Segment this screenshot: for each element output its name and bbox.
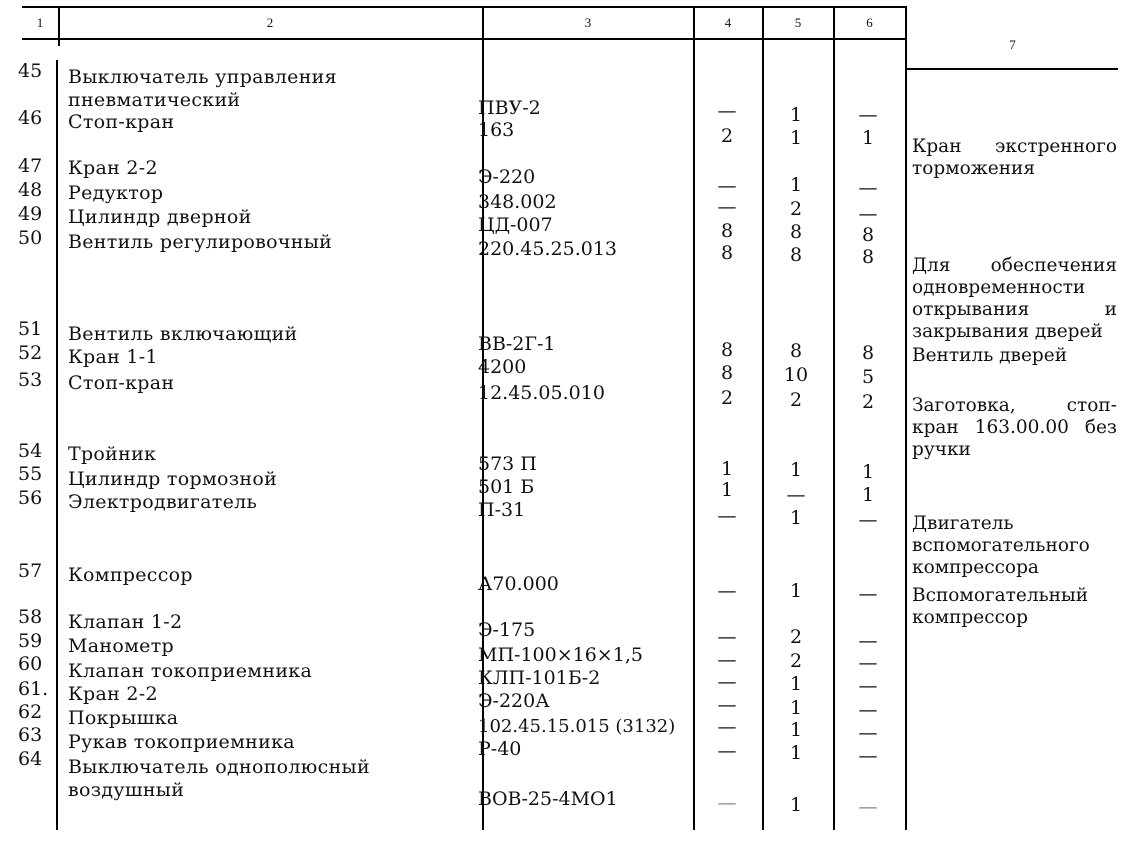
qty-col6: — [858,699,878,721]
header-col-3-label: 3 [584,15,592,30]
qty-col4: 8 [720,362,734,384]
qty-col5: 8 [789,244,803,266]
col-divider-3 [693,6,695,830]
qty-col6: — [858,104,878,126]
item-code: П-31 [478,499,526,521]
remark: Двигатель вспомогательного компрессора [912,513,1090,578]
qty-col5: 1 [789,459,803,481]
qty-col5: 1 [789,742,803,764]
row-number: 60 [18,653,43,675]
row-number: 49 [18,203,43,225]
qty-col6: — [858,796,878,818]
qty-col4: — [717,649,737,671]
item-code: ВОВ-25-4МО1 [478,788,618,810]
item-name: Стоп-кран [68,111,175,133]
item-code: 573 П [478,453,537,475]
qty-col4: 2 [720,387,734,409]
qty-col6: — [858,583,878,605]
header-bottom-rule-col7 [906,68,1118,70]
row-number: 54 [18,440,43,462]
qty-col6: 1 [861,484,875,506]
header-col-7 [907,30,1118,60]
item-code: 12.45.05.010 [478,382,605,404]
item-name: Выключатель однополюсный воздушный [68,756,370,801]
header-col-2-label: 2 [266,15,274,30]
item-name: Редуктор [68,182,164,204]
item-code: Э-175 [478,619,536,641]
header-col-1 [22,8,58,38]
qty-col4: 8 [720,220,734,242]
qty-col6: — [858,675,878,697]
qty-col4: 8 [720,242,734,264]
qty-col4: 1 [720,479,734,501]
qty-col4: — [717,694,737,716]
qty-col4: — [717,175,737,197]
qty-col6: — [858,745,878,767]
item-code: 501 Б [478,476,535,498]
header-col-2 [60,8,480,38]
item-code: ВВ-2Г-1 [478,333,556,355]
qty-col6: 1 [861,461,875,483]
item-code: 4200 [478,356,527,378]
row-number: 58 [18,606,43,628]
qty-col4: — [717,100,737,122]
row-number: 50 [18,227,43,249]
item-name: Манометр [68,635,174,657]
item-code: 220.45.25.013 [478,238,618,260]
qty-col5: — [786,484,806,506]
qty-col4: — [717,792,737,814]
item-code: ПВУ-2 [478,97,541,119]
qty-col5: 10 [783,364,809,386]
header-col-4 [695,8,761,38]
qty-col6: 8 [861,224,875,246]
row-number: 47 [18,155,43,177]
qty-col5: 2 [789,650,803,672]
col-divider-4 [762,6,764,830]
qty-col4: — [717,505,737,527]
header-col-1-label: 1 [36,15,44,30]
qty-col6: — [858,509,878,531]
qty-col5: 1 [789,719,803,741]
row-number: 64 [18,748,43,770]
qty-col4: — [717,196,737,218]
row-number: 63 [18,724,43,746]
item-name: Вентиль включающий [68,323,298,345]
qty-col5: 8 [789,340,803,362]
item-code: 163 [478,119,515,141]
qty-col4: — [717,626,737,648]
header-bottom-rule [22,38,906,40]
remark: Вспомогательный компрессор [912,585,1089,628]
qty-col6: 8 [861,246,875,268]
row-number: 48 [18,179,43,201]
qty-col4: — [717,740,737,762]
item-name: Электродвигатель [68,491,258,513]
item-code: КЛП-101Б-2 [478,667,601,689]
row-number: 55 [18,463,43,485]
qty-col5: 1 [789,673,803,695]
qty-col5: 1 [789,507,803,529]
item-code: МП-100×16×1,5 [478,644,643,666]
qty-col4: 2 [720,125,734,147]
qty-col6: — [858,177,878,199]
item-name: Клапан 1-2 [68,611,183,633]
item-name: Компрессор [68,564,193,586]
remark: Заготовка, стоп-кран 163.00.00 без ручки [912,395,1117,460]
row-number: 51 [18,318,43,340]
qty-col5: 1 [789,104,803,126]
qty-col6: 5 [861,366,875,388]
item-name: Клапан токоприемника [68,660,313,682]
item-code: Э-220 [478,166,536,188]
remark: Вентиль дверей [912,345,1068,366]
header-col-5-label: 5 [794,15,802,30]
item-code: Э-220А [478,690,550,712]
qty-col5: 1 [789,580,803,602]
qty-col5: 1 [789,174,803,196]
qty-col4: — [717,671,737,693]
qty-col6: 8 [861,342,875,364]
item-name: Кран 1-1 [68,346,158,368]
row-number: 53 [18,369,43,391]
qty-col5: 1 [789,127,803,149]
qty-col5: 2 [789,389,803,411]
qty-col5: 2 [789,198,803,220]
header-col-6 [835,8,904,38]
col-divider-6 [905,6,907,830]
qty-col6: — [858,652,878,674]
item-name: Стоп-кран [68,372,175,394]
item-code: ЦД-007 [478,214,553,236]
item-name: Вентиль регулировочный [68,231,333,253]
row-number: 59 [18,630,43,652]
item-name: Цилиндр дверной [68,206,252,228]
item-name: Тройник [68,443,157,465]
item-name: Кран 2-2 [68,157,158,179]
item-name: Выключатель управления пневматический [68,66,337,111]
row-number: 61. [18,678,49,700]
item-code: А70.000 [478,573,559,595]
header-col-5 [764,8,832,38]
qty-col6: 2 [861,391,875,413]
row-number: 57 [18,560,43,582]
row-number: 45 [18,60,43,82]
qty-col6: — [858,722,878,744]
qty-col5: 2 [789,626,803,648]
remark: Кран экстренного торможения [912,136,1117,179]
item-name: Покрышка [68,707,179,729]
item-code: Р-40 [478,738,522,760]
qty-col5: 1 [789,794,803,816]
qty-col6: 1 [861,127,875,149]
qty-col4: — [717,716,737,738]
qty-col5: 1 [789,697,803,719]
header-col-4-label: 4 [724,15,732,30]
item-code: 348.002 [478,191,557,213]
item-name: Рукав токоприемника [68,731,295,753]
qty-col4: 1 [720,458,734,480]
qty-col4: — [717,580,737,602]
qty-col5: 8 [789,221,803,243]
item-code: 102.45.15.015 (3132) [478,716,676,737]
row-number: 62 [18,701,43,723]
item-name: Кран 2-2 [68,683,158,705]
row-number: 46 [18,107,43,129]
remark: Для обеспечения одновременности открывания и закрывания дверей [912,255,1117,342]
qty-col4: 8 [720,339,734,361]
row-number: 56 [18,487,43,509]
row-number: 52 [18,342,43,364]
qty-col6: — [858,630,878,652]
header-col-7-label: 7 [1009,37,1016,52]
col-divider-5 [833,6,835,830]
header-col-6-label: 6 [866,15,873,30]
header-col-3 [484,8,692,38]
item-name: Цилиндр тормозной [68,468,278,490]
qty-col6: — [858,203,878,225]
